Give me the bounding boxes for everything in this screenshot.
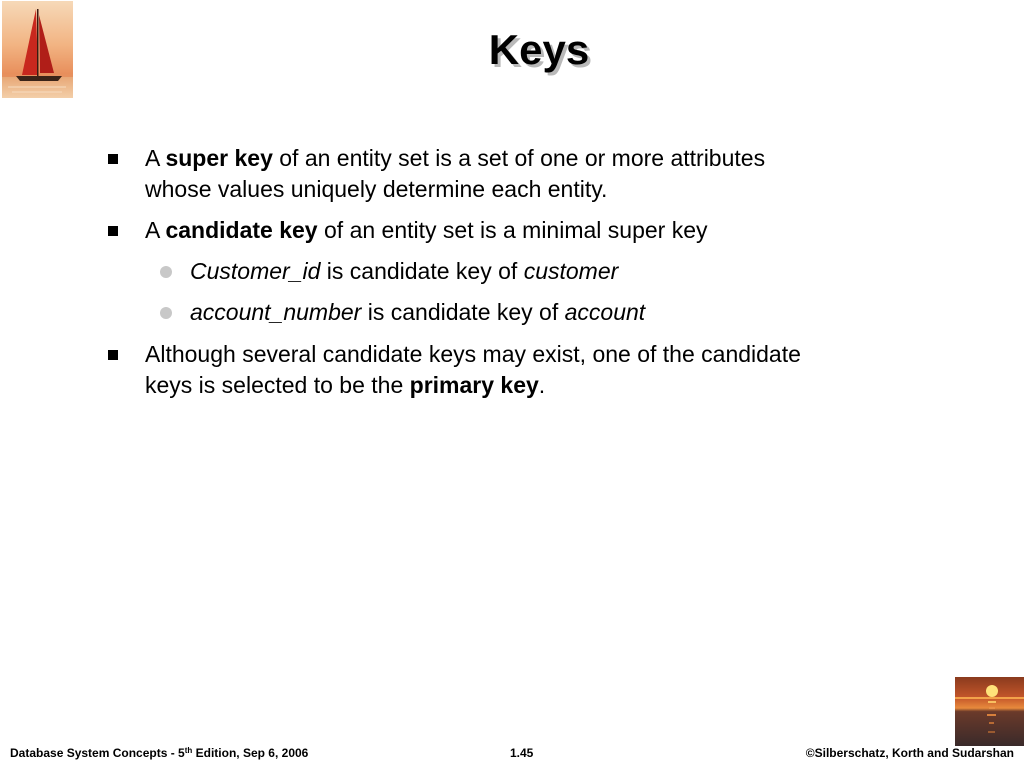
bullet-text: of an entity set is a set of one or more attributes	[272, 145, 766, 171]
sunset-logo-icon	[955, 677, 1024, 746]
bold-term: super key	[165, 145, 273, 171]
bullet-text: is candidate key of	[320, 258, 524, 284]
bullet-primary-key	[145, 339, 905, 401]
bullet-text: keys is selected to be the	[145, 372, 410, 398]
square-bullet-icon	[108, 226, 118, 236]
bullet-text: Although several candidate keys may exist, one of the candidate	[145, 341, 801, 367]
footer-superscript: th	[184, 746, 193, 755]
gray-dot-bullet-icon	[160, 266, 172, 278]
italic-term: account	[564, 299, 646, 325]
bold-term: primary key	[409, 372, 539, 398]
italic-term: customer	[523, 258, 619, 284]
italic-term: Customer_id	[190, 258, 321, 284]
square-bullet-icon	[108, 154, 118, 164]
subbullet-customer-id	[190, 256, 890, 287]
subbullet-account-number	[190, 297, 890, 328]
bullet-super-key	[145, 143, 905, 205]
page-number: 1.45	[510, 746, 534, 760]
bullet-text: A	[145, 145, 166, 171]
bullet-text: A	[145, 217, 166, 243]
italic-term: account_number	[190, 299, 362, 325]
square-bullet-icon	[108, 350, 118, 360]
bullet-candidate-key	[145, 215, 905, 246]
footer-left	[10, 746, 308, 760]
gray-dot-bullet-icon	[160, 307, 172, 319]
slide-title: Keys	[488, 26, 590, 73]
bold-term: candidate key	[165, 217, 318, 243]
bullet-text: of an entity set is a minimal super key	[317, 217, 708, 243]
footer-text: Edition, Sep 6, 2006	[192, 746, 309, 760]
footer-copyright: ©Silberschatz, Korth and Sudarshan	[805, 746, 1014, 760]
footer-text: Database System Concepts - 5	[10, 746, 185, 760]
bullet-text: is candidate key of	[361, 299, 565, 325]
bullet-text: .	[538, 372, 546, 398]
bullet-text: whose values uniquely determine each entity.	[145, 176, 608, 202]
